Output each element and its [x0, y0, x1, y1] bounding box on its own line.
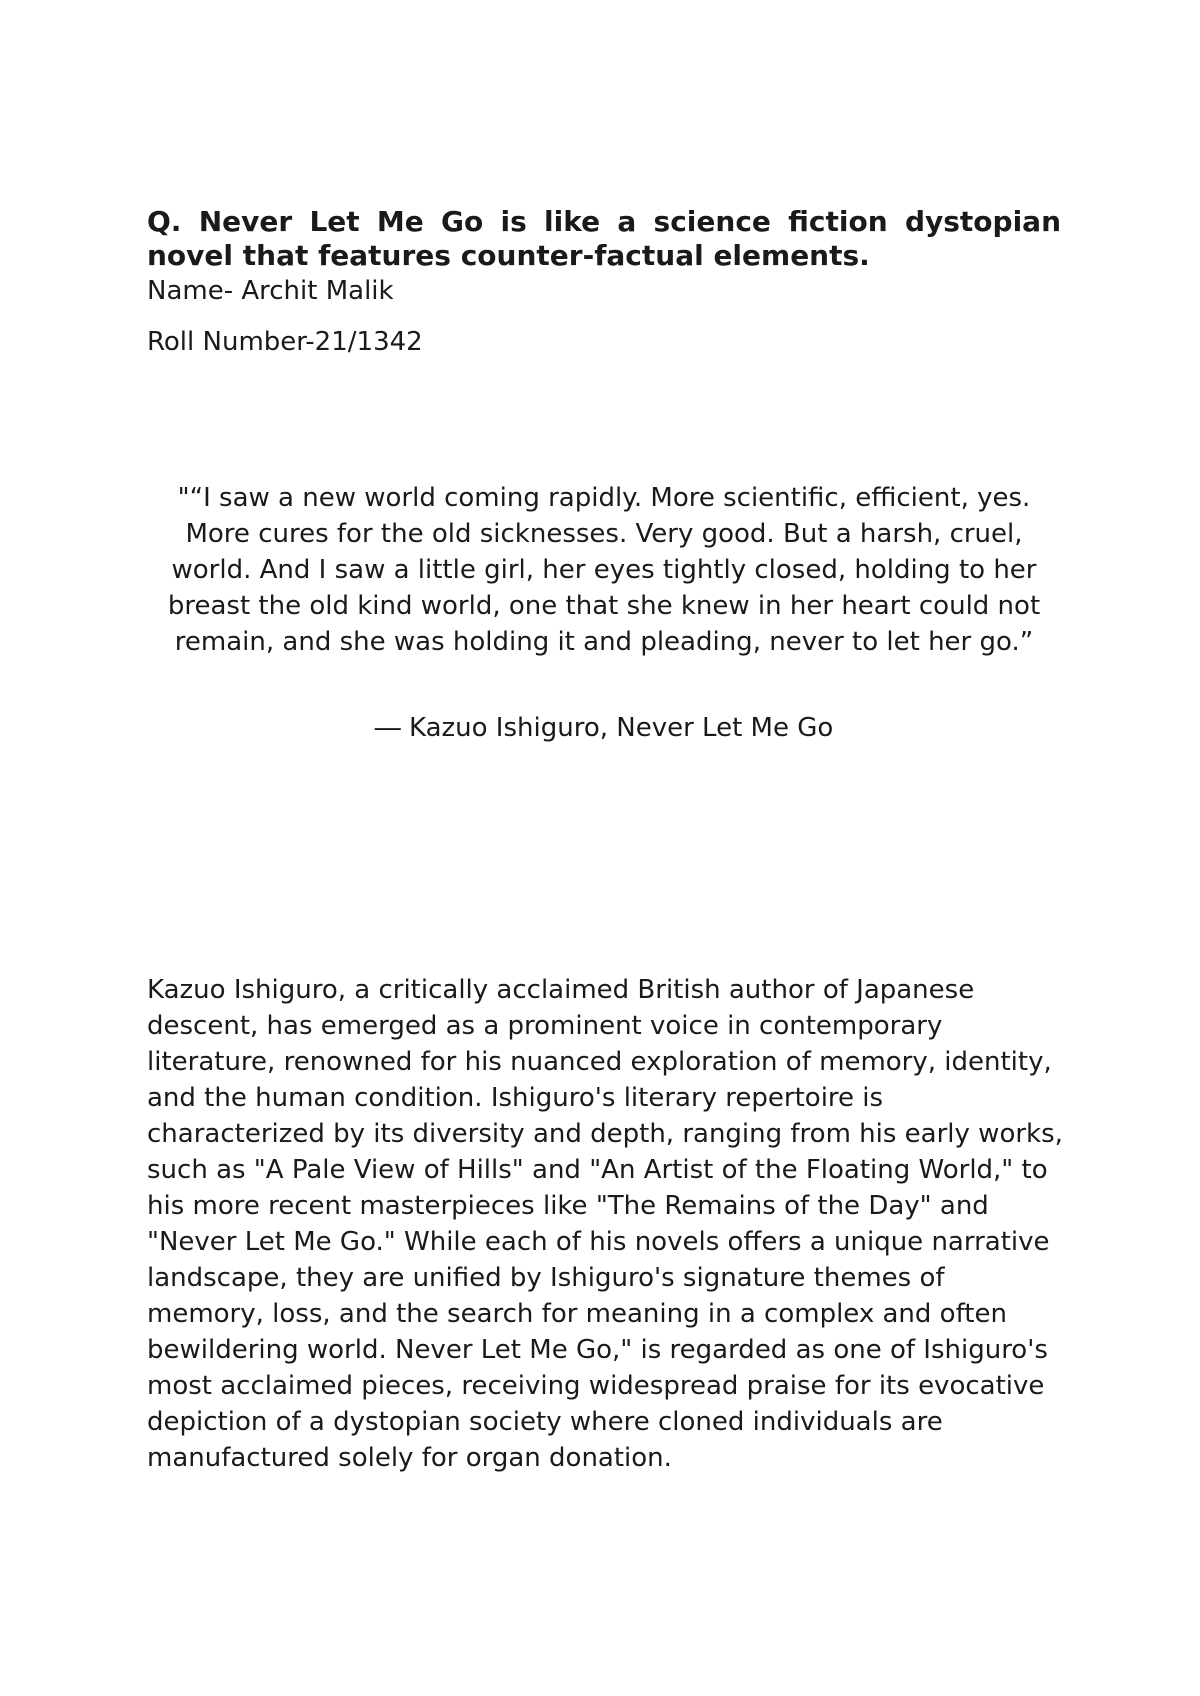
body-paragraph: Kazuo Ishiguro, a critically acclaimed British author of Japanese descent, has emerged as a prominent voice in contemporary literature, renowned for his nuanced exploration of memory, identity, and the human condition. Ishiguro's literary repertoire is characterized by its diversity and depth, ranging from his early works, such as "A Pale View of Hills" and "An Artist of the Floating World," to his more recent masterpieces like "The Remains of the Day" and "Never Let Me Go." While each of his novels offers a unique narrative landscape, they are unified by Ishiguro's signature themes of memory, loss, and the search for meaning in a complex and often bewildering world. Never Let Me Go," is regarded as one of Ishiguro's most acclaimed pieces, receiving widespread praise for its evocative depiction of a dystopian society where cloned individuals are manufactured solely for organ donation. [147, 975, 1063, 1473]
roll-number: Roll Number-21/1342 [147, 327, 423, 357]
student-name: Name- Archit Malik [147, 276, 394, 306]
epigraph-quote: "“I saw a new world coming rapidly. More scientific, efficient, yes. More cures for the old sicknesses. Very good. But a harsh, cruel, world. And I saw a little girl, her eyes tightly closed, holding to her breast the old kind world, one that she knew in her heart could not remain, and she was holding it and pleading, never to let her go.” [167, 483, 1041, 657]
quote-attribution: ― Kazuo Ishiguro, Never Let Me Go [374, 713, 834, 743]
question-heading: Q. Never Let Me Go is like a science fiction dystopian novel that features counter-factual elements. [147, 205, 1061, 272]
